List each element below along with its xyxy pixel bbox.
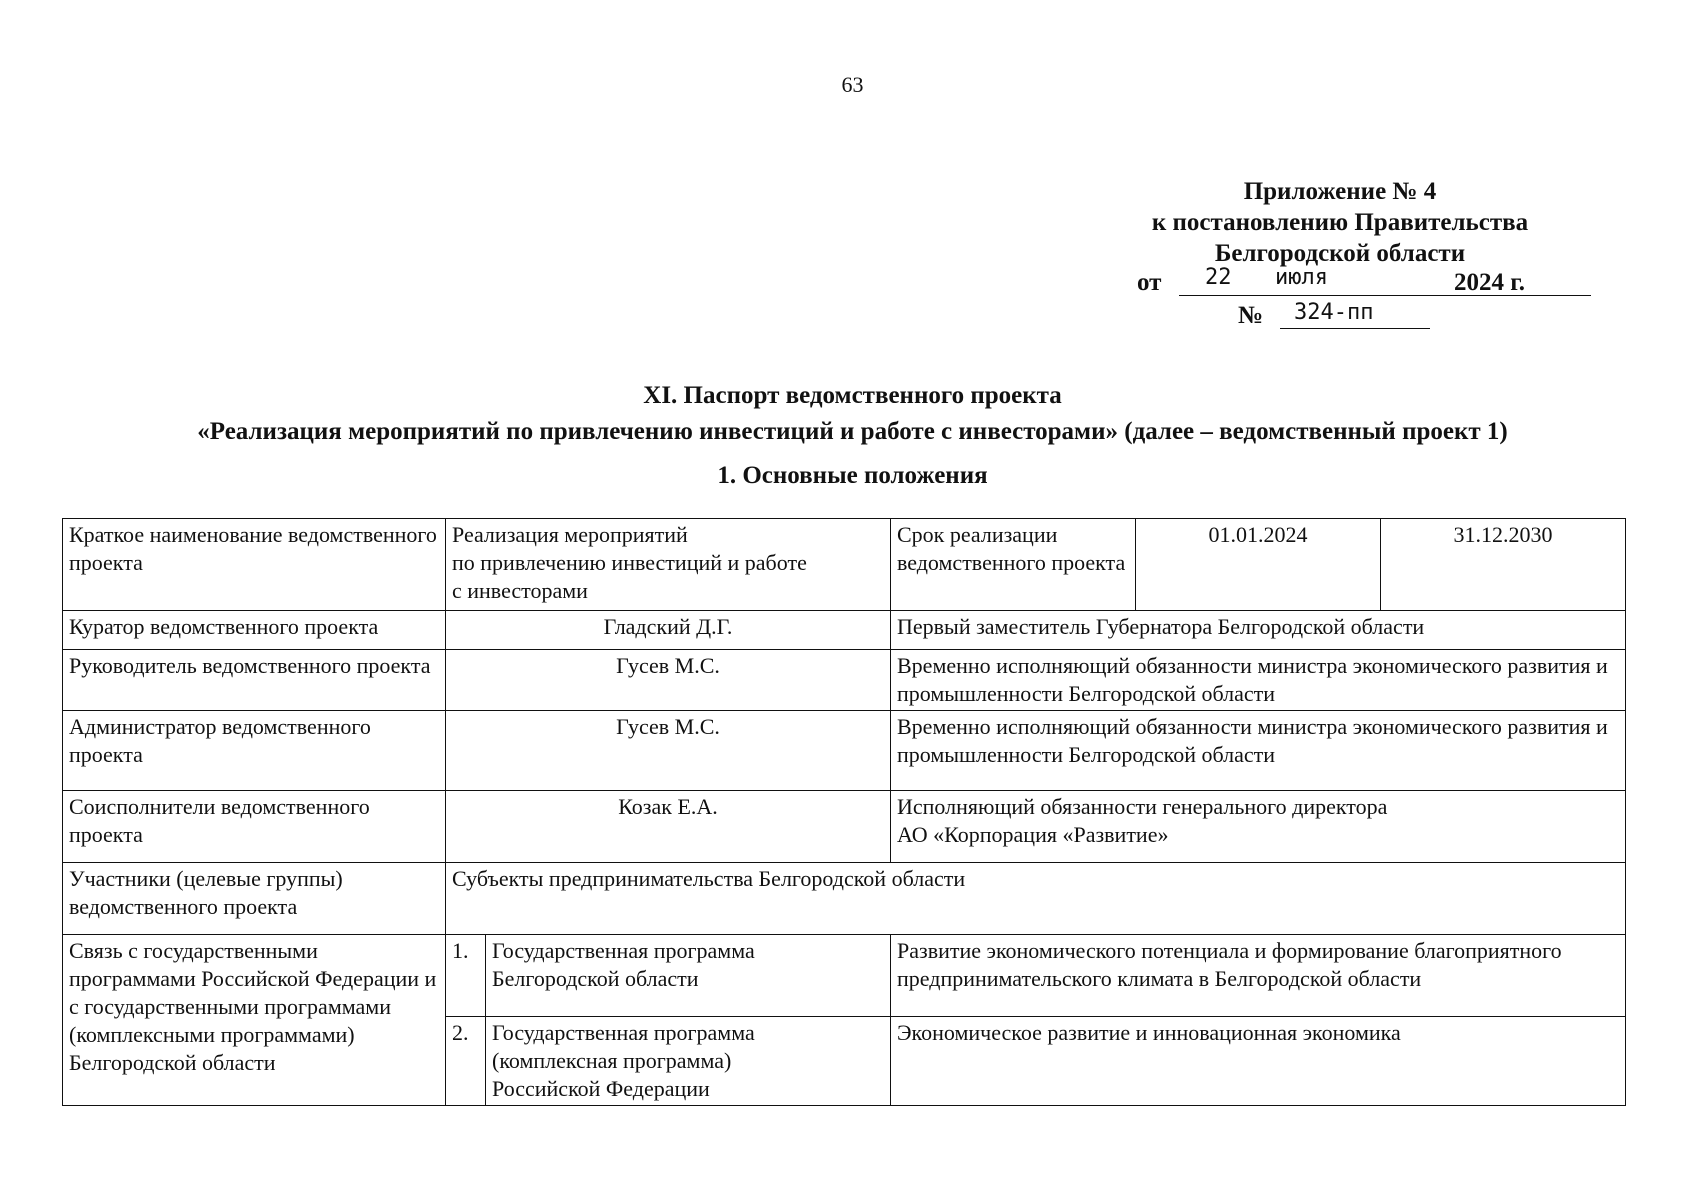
number-value: 324-пп — [1294, 300, 1374, 325]
coexec-label: Соисполнители ведомственного проекта — [63, 791, 446, 863]
subsection-title: 1. Основные положения — [717, 462, 988, 489]
short-name-label: Краткое наименование ведомственного проекта — [63, 519, 446, 611]
head-position: Временно исполняющий обязанности министра экономического развития и промышленности Белгородской области — [891, 650, 1626, 711]
number-underline — [1280, 328, 1430, 329]
curator-name: Гладский Д.Г. — [446, 611, 891, 650]
link-row-program-line-2: Белгородской области — [492, 966, 699, 991]
link-row-program-line-1: Государственная программа — [492, 938, 755, 963]
link-row-program-line-1: Государственная программа — [492, 1020, 755, 1045]
table-row-link-1 — [63, 935, 1626, 1017]
coexec-name: Козак Е.А. — [446, 791, 891, 863]
curator-label: Куратор ведомственного проекта — [63, 611, 446, 650]
date-underline — [1179, 295, 1591, 296]
table-row-participants — [63, 863, 1626, 935]
section-title — [0, 378, 1705, 450]
link-row-name: Экономическое развитие и инновационная экономика — [891, 1017, 1626, 1106]
appendix-date-line — [1137, 265, 1577, 297]
short-name-value-line-1: Реализация мероприятий — [452, 522, 688, 547]
appendix-line-3: Белгородской области — [1214, 240, 1466, 267]
date-month: июля — [1275, 265, 1328, 290]
short-name-value-line-2: по привлечению инвестиций и работе — [452, 550, 807, 575]
link-row-program-line-2: (комплексная программа) — [492, 1048, 732, 1073]
table-row-admin — [63, 711, 1626, 791]
link-label: Связь с государственными программами Российской Федерации и с государственными программами (комплексными программами) Белгородской области — [63, 935, 446, 1106]
appendix-line-1: Приложение № 4 — [1243, 178, 1437, 205]
date-year: 2024 г. — [1454, 269, 1526, 296]
table-row-short-name — [63, 519, 1626, 611]
coexec-position — [891, 791, 1626, 863]
term-end: 31.12.2030 — [1381, 519, 1626, 611]
coexec-position-line-1: Исполняющий обязанности генерального директора — [897, 794, 1388, 819]
date-prefix: от — [1137, 269, 1162, 296]
participants-value: Субъекты предпринимательства Белгородской области — [446, 863, 1626, 935]
table-row-coexecutors — [63, 791, 1626, 863]
short-name-value — [446, 519, 891, 611]
number-sign: № — [1238, 302, 1264, 329]
link-row-num: 2. — [446, 1017, 486, 1106]
admin-label: Администратор ведомственного проекта — [63, 711, 446, 791]
link-row-program — [486, 935, 891, 1017]
link-row-name: Развитие экономического потенциала и формирование благоприятного предпринимательского климата в Белгородской области — [891, 935, 1626, 1017]
coexec-position-line-2: АО «Корпорация «Развитие» — [897, 822, 1169, 847]
admin-position: Временно исполняющий обязанности министра экономического развития и промышленности Белгородской области — [891, 711, 1626, 791]
term-label: Срок реализации ведомственного проекта — [891, 519, 1136, 611]
link-row-program — [486, 1017, 891, 1106]
head-label: Руководитель ведомственного проекта — [63, 650, 446, 711]
term-start: 01.01.2024 — [1136, 519, 1381, 611]
page-number: 63 — [841, 72, 864, 97]
link-row-num: 1. — [446, 935, 486, 1017]
appendix-header — [1110, 176, 1570, 269]
participants-label: Участники (целевые группы) ведомственного проекта — [63, 863, 446, 935]
appendix-line-2: к постановлению Правительства — [1151, 209, 1529, 236]
project-passport-table — [62, 518, 1626, 1106]
appendix-number-line — [1238, 300, 1438, 332]
curator-position: Первый заместитель Губернатора Белгородской области — [891, 611, 1626, 650]
section-title-line-1: XI. Паспорт ведомственного проекта — [643, 382, 1062, 409]
short-name-value-line-3: с инвесторами — [452, 578, 588, 603]
link-row-program-line-3: Российской Федерации — [492, 1076, 710, 1101]
admin-name: Гусев М.С. — [446, 711, 891, 791]
table-row-curator — [63, 611, 1626, 650]
table-row-head — [63, 650, 1626, 711]
date-day: 22 — [1205, 265, 1232, 290]
head-name: Гусев М.С. — [446, 650, 891, 711]
section-title-line-2: «Реализация мероприятий по привлечению инвестиций и работе с инвесторами» (далее – ведомственный проект 1) — [197, 418, 1508, 445]
